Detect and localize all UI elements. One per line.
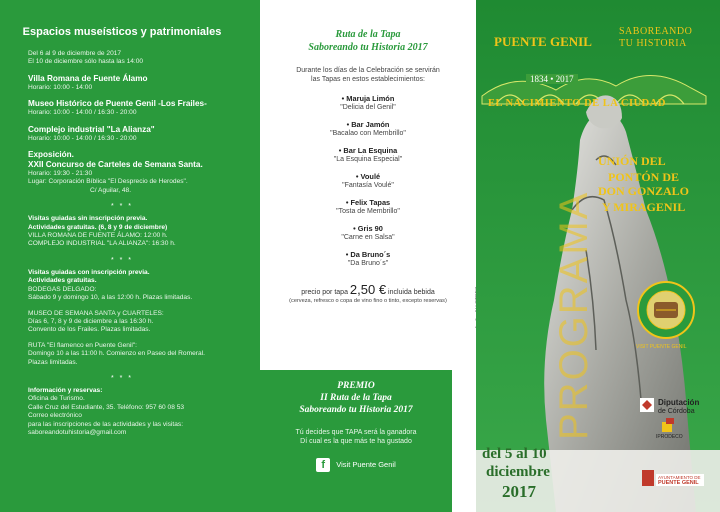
seal-text: VISIT PUENTE GENIL	[636, 344, 687, 350]
info-line: para las inscripciones de las actividades y las visitas:	[28, 420, 184, 428]
diputacion-logo	[640, 398, 654, 412]
info-line: Calle Cruz del Estudiante, 35. Teléfono: 957 60 08 53	[28, 403, 185, 411]
venue-name: Villa Romana de Fuente Álamo	[28, 73, 148, 83]
price-line	[260, 282, 476, 297]
visits-b-line: BODEGAS DELGADO:	[28, 285, 97, 293]
facebook-icon: f	[316, 458, 330, 472]
event-year: 2017	[502, 482, 536, 501]
facebook-label: Visit Puente Genil	[336, 459, 396, 469]
separator-stars: * * *	[110, 256, 134, 264]
left-title: Espacios museísticos y patrimoniales	[22, 26, 222, 38]
establishment	[260, 250, 476, 268]
establishment-name: • Bar Jamón	[346, 120, 390, 129]
establishment-tapa: "Delicia del Genil"	[340, 104, 396, 111]
establishment-name: • Voulé	[355, 172, 381, 181]
establishment	[260, 172, 476, 190]
event-dates-2: diciembre	[486, 464, 550, 480]
visits-a-line: COMPLEJO INDUSTRIAL "LA ALIANZA": 16:30 h.	[28, 240, 176, 248]
facebook-link[interactable]	[260, 458, 452, 472]
brand-right-1: SABOREANDO	[619, 26, 693, 37]
visit-puente-genil-seal	[638, 282, 694, 338]
establishment	[260, 146, 476, 164]
premio-title: PREMIO	[337, 381, 375, 391]
union-line: UNIÓN DEL	[598, 154, 666, 168]
exhibition-subtitle: XXII Concurso de Carteles de Semana Santa.	[28, 160, 203, 170]
price-suffix: incluida bebida	[388, 289, 435, 296]
union-line: Y MIRAGENIL	[602, 200, 686, 214]
venue-name: Complejo industrial "La Alianza"	[28, 124, 155, 134]
premio-desc: Dí cual es la que más te ha gustado	[300, 438, 412, 445]
establishment-tapa: "Fantasía Voulé"	[342, 182, 394, 189]
establishment-name: • Bar La Esquina	[338, 146, 398, 155]
programa-vertical: PROGRAMA	[552, 190, 596, 440]
establishment-tapa: "Bacalao con Membrillo"	[330, 130, 406, 137]
union-line: PONTÓN DE	[608, 170, 680, 184]
visits-b-line: RUTA "El flamenco en Puente Genil":	[28, 341, 138, 349]
union-line: DON GONZALO	[598, 184, 690, 198]
dates-line: Del 6 al 9 de diciembre de 2017	[28, 50, 122, 57]
venue-hours: Horario: 10:00 - 14:00 / 16:30 - 20:00	[28, 134, 137, 142]
intro-line: Durante los días de la Celebración se servirán	[296, 67, 440, 74]
exhibition-hours: Horario: 19:30 - 21:30	[28, 170, 93, 178]
establishment-name: • Da Bruno´s	[345, 250, 391, 259]
cover-panel	[476, 0, 720, 512]
left-panel	[0, 0, 236, 512]
visits-b-line: Visitas guiadas con inscripción previa.	[28, 268, 150, 276]
visits-a-line: VILLA ROMANA DE FUENTE ÁLAMO: 12:00 h.	[28, 232, 168, 240]
establishment	[260, 224, 476, 242]
separator-stars: * * *	[110, 374, 134, 382]
visits-b-line: Convento de los Frailes. Plazas limitadas.	[28, 326, 151, 334]
price-note: (cerveza, refresco o copa de vino fino o tinto, excepto reservas)	[289, 298, 447, 304]
establishment-name: • Gris 90	[353, 224, 383, 233]
sponsor-ayuntamiento: AYUNTAMIENTO DE	[658, 475, 701, 480]
premio-line: Saboreando tu Historia 2017	[299, 405, 413, 415]
sponsor-diputacion-sub: de Córdoba	[658, 408, 695, 415]
price-value: 2,50 €	[349, 282, 387, 297]
brand-right-2: TU HISTORIA	[619, 38, 687, 49]
premio-box	[260, 370, 452, 512]
venue-hours: Horario: 10:00 - 14:00 / 16:30 - 20:00	[28, 109, 137, 117]
establishment-tapa: "La Esquina Especial"	[333, 156, 403, 163]
route-subtitle: Saboreando tu Historia 2017	[308, 42, 428, 53]
premio-line: II Ruta de la Tapa	[320, 393, 392, 403]
info-line: Oficina de Turismo.	[28, 395, 85, 403]
establishment	[260, 94, 476, 112]
route-title: Ruta de la Tapa	[335, 29, 401, 40]
establishment	[260, 120, 476, 138]
exhibition-address: C/ Aguilar, 48.	[90, 186, 132, 194]
establishment-name: • Maruja Limón	[341, 94, 395, 103]
establishment-tapa: "Tosta de Membrillo"	[336, 208, 400, 215]
visits-b-line: MUSEO DE SEMANA SANTA y CUARTELES:	[28, 309, 164, 317]
exhibition-title: Exposición.	[28, 150, 74, 160]
sponsor-iprodeco: IPRODECO	[656, 434, 683, 440]
visits-b-line: Actividades gratuitas.	[28, 277, 97, 285]
years-label: 1834 • 2017	[526, 74, 578, 84]
establishment-tapa: "Carne en Salsa"	[341, 234, 395, 241]
establishment-name: • Felix Tapas	[345, 198, 391, 207]
brand-left: PUENTE GENIL	[494, 34, 592, 49]
visits-b-line: Sábado 9 y domingo 10, a las 12:00 h. Plazas limitadas.	[28, 294, 193, 302]
info-line: Correo electrónico	[28, 412, 82, 420]
info-title: Información y reservas:	[28, 386, 103, 394]
intro-line: las Tapas en estos establecimientos:	[311, 76, 425, 83]
visits-a-line: Visitas guiadas sin inscripción previa.	[28, 215, 148, 223]
info-email: saboreandotuhistoria@gmail.com	[28, 428, 127, 436]
visits-b-line: Domingo 10 a las 11:00 h. Comienzo en Paseo del Romeral.	[28, 350, 205, 358]
visits-a-line: Actividades gratuitas. (6, 8 y 9 de diciembre)	[28, 223, 168, 231]
venue-hours: Horario: 10:00 - 14:00	[28, 83, 93, 91]
dates-line: El 10 de diciembre sólo hasta las 14:00	[28, 58, 144, 66]
cover-subtitle: EL NACIMIENTO DE LA CIUDAD	[488, 98, 666, 109]
venue-name: Museo Histórico de Puente Genil -Los Frailes-	[28, 99, 207, 109]
establishment-tapa: "Da Bruno´s"	[347, 260, 389, 267]
sponsor-ayuntamiento-sub: PUENTE GENIL	[658, 480, 699, 486]
separator-stars: * * *	[110, 203, 134, 211]
event-dates-1: del 5 al 10	[482, 446, 547, 462]
price-prefix: precio por tapa	[301, 289, 348, 296]
sponsor-diputacion: Diputación	[658, 398, 700, 407]
cover-artwork	[476, 0, 720, 512]
visits-b-line: Días 6, 7, 8 y 9 de diciembre a las 16:30 h.	[28, 317, 154, 325]
premio-desc: Tú decides que TAPA será la ganadora	[295, 429, 417, 436]
establishment	[260, 198, 476, 216]
exhibition-place: Lugar: Corporación Bíblica "El Desprecio de Herodes".	[28, 178, 188, 186]
visits-b-line: Plazas limitadas.	[28, 358, 78, 366]
